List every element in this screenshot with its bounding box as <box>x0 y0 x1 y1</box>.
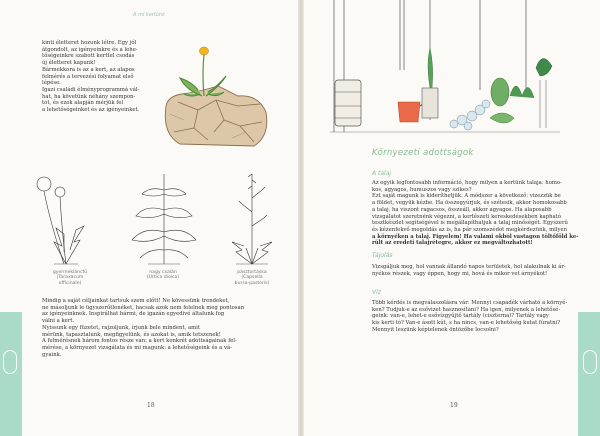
garden-elements-illustration <box>330 0 560 140</box>
shepherds-purse-drawing <box>222 168 282 270</box>
subheading-soil: A talaj <box>372 170 392 177</box>
text-line: kos, agyagos, humuszos vagy szikes? <box>372 186 472 193</box>
text-line: Mindig a saját céljainkat tartsuk szem előtt! Ne kövessünk trendeket, <box>42 298 230 304</box>
orientation-text <box>372 264 580 277</box>
caption-nettle <box>126 270 200 281</box>
chapter-tab-left <box>0 312 22 436</box>
plant-caption-line: nagy csalán <box>149 270 177 275</box>
caption-shepherds-purse <box>220 270 284 286</box>
left-body-text <box>42 298 274 358</box>
text-line: és kézenfekvő megoldás az is, ha pár szomszédot megkérdezünk, milyen <box>372 226 568 233</box>
text-line: Igazi családi élményprogrammá vál- <box>42 86 140 93</box>
section-heading-environment: Környezeti adottságok <box>372 148 474 158</box>
running-head: A mi kertünk <box>132 12 166 18</box>
chapter-tab-right <box>578 312 600 436</box>
plant-caption-line: bursa-pastoris) <box>234 280 270 286</box>
text-line: az igényeinknek. Inspirálhat bármi, de igazán egyedivé általunk fog <box>42 311 225 318</box>
text-line: kis kerti tó? Van-e ásott kút, s ha nincs, van-e lehetőség kutat fúratni? <box>372 320 561 327</box>
text-line: mérése, a környezet vizsgálata és mi magunk: a lehetőségeink és a vá- <box>42 344 232 351</box>
text-line: a környéken a talaj. Figyelem! Ha valami okból vastagon töltőföld ke- <box>372 233 579 240</box>
text-line: mérünk, tapasztalunk, megfigyelünk, és azokat is, amik tetszenek! <box>42 331 221 338</box>
caption-dandelion <box>36 270 104 286</box>
text-line: a talaj, ha viszont ragacsos, összeáll, akkor agyagos. Ha alaposabb <box>372 206 552 213</box>
text-line: rült az eredeti talajrétegre, akkor ez megváltozhatott! <box>372 240 533 247</box>
text-line: ken? Tudjuk-e az esővizet hasznosítani? Ha igen, milyenek a lehetősé- <box>372 306 561 313</box>
nettle-drawing <box>128 170 198 270</box>
text-line: a földet, vegyük kézbe. Ha összegyúrjuk, és szétesik, akkor homokosabb <box>372 200 567 207</box>
text-line: tőségeinkre szabott kerttel csodás <box>42 53 135 60</box>
text-line: A felmérésnek három fontos része van: a kert konkrét adottságainak fel- <box>42 338 237 345</box>
text-line: Több kérdés is megválaszolásra vár: Mennyi csapadék várható a környé- <box>372 300 568 306</box>
text-line: átgondolt, az igényeinkre és a lehe- <box>42 46 138 53</box>
water-text <box>372 300 580 334</box>
text-line: tesztkészlet segítségével is megállapíthatjuk a talaj minőségét. Egyszerű <box>372 220 568 227</box>
text-line: lépése. <box>42 80 61 87</box>
text-line: válni a kert. <box>42 318 75 325</box>
text-line: felmérés a tervezési folyamat első <box>42 73 134 80</box>
page-number-right: 19 <box>450 402 458 409</box>
cracked-soil-illustration <box>158 36 273 151</box>
plant-caption-line: (Urtica dioica) <box>146 275 180 281</box>
text-line: kinti életteret hozunk létre. Egy jól <box>42 40 137 46</box>
text-line: Vizsgáljuk meg, hol vannak állandó napos területek, hol alakulnak ki ár- <box>372 264 566 270</box>
plant-caption-line: gyermekláncfű <box>52 270 88 275</box>
text-line: hat, ha követünk néhány szempon- <box>42 93 136 100</box>
dandelion-drawing <box>34 172 104 272</box>
page-number-left: 18 <box>147 402 155 409</box>
text-line: ne másoljunk le ügyszerűtlenéket, hacsak azok nem felelnek meg pontosan <box>42 304 245 311</box>
subheading-water: Víz <box>372 289 381 296</box>
soil-text <box>372 180 580 247</box>
intro-text <box>42 40 157 114</box>
plant-caption-line: (Taraxacum <box>56 275 84 281</box>
text-line: vizsgálatot szeretnénk végezni, a kertészeti kereskedésekben kapható <box>372 213 561 220</box>
text-line: Az egyik legfontosabb információ, hogy milyen a kertünk talaja: homo- <box>372 180 562 186</box>
subheading-orientation: Tájolás <box>372 252 393 259</box>
text-line: gyaink. <box>42 351 62 358</box>
plant-caption-line: (Capsella <box>241 275 263 281</box>
text-line: nyékos részek, vagy éppen, hogy mi, hová és mikor vet árnyékot! <box>372 270 548 277</box>
left-page <box>0 0 298 436</box>
text-line: Bármekkora is az a kert, az alapos <box>42 66 135 73</box>
text-line: tot, és ezek alapján mérjük fel <box>42 100 124 107</box>
text-line: a lehetőségeinket és az igényeinket. <box>42 107 140 114</box>
text-line: geink: van-e, lehet-e esővízgyűjtő tartály (ciszterna)? Tartály vagy <box>372 313 549 320</box>
plant-caption-line: pásztortáska <box>237 270 267 275</box>
text-line: Ezt saját magunk is kideríthetjük. A módszer a következő: vizezzük be <box>372 193 561 200</box>
text-line: Mennyit leszünk képtelenek öntözőbe locsolni? <box>372 326 499 333</box>
text-line: Nyissunk egy füzetet, rajzoljunk, írjunk bele mindent, amit <box>42 324 200 331</box>
plant-caption-line: officinale) <box>58 280 82 286</box>
text-line: új életteret kapunk! <box>42 60 96 67</box>
